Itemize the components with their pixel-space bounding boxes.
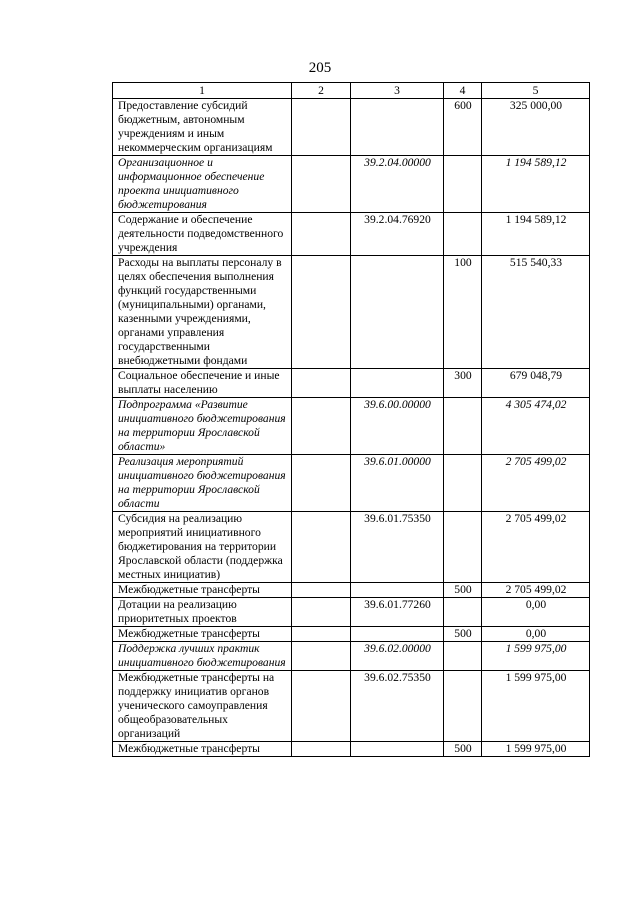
name-cell: Межбюджетные трансферты: [113, 627, 292, 642]
expense-type-cell: 500: [444, 742, 482, 757]
column-2-cell: [292, 627, 351, 642]
column-2-cell: [292, 99, 351, 156]
table-row: [113, 512, 590, 583]
column-2-cell: [292, 156, 351, 213]
table-row: [113, 99, 590, 156]
target-code-cell: [351, 369, 444, 398]
header-cell-2: 2: [292, 83, 351, 99]
table-row: [113, 671, 590, 742]
table-row: [113, 256, 590, 369]
column-2-cell: [292, 742, 351, 757]
expense-type-cell: [444, 398, 482, 455]
target-code-cell: 39.6.02.75350: [351, 671, 444, 742]
table-row: [113, 598, 590, 627]
amount-cell: 1 194 589,12: [482, 156, 590, 213]
column-2-cell: [292, 512, 351, 583]
target-code-cell: 39.6.01.00000: [351, 455, 444, 512]
header-cell-4: 4: [444, 83, 482, 99]
expense-type-cell: 600: [444, 99, 482, 156]
target-code-cell: 39.6.00.00000: [351, 398, 444, 455]
target-code-cell: 39.2.04.76920: [351, 213, 444, 256]
expense-type-cell: [444, 156, 482, 213]
budget-table: [112, 82, 590, 757]
amount-cell: 2 705 499,02: [482, 512, 590, 583]
header-cell-3: 3: [351, 83, 444, 99]
table-body: [113, 99, 590, 757]
name-cell: Организационное и информационное обеспечение проекта инициативного бюджетирования: [113, 156, 292, 213]
table-row: [113, 156, 590, 213]
table-row: [113, 583, 590, 598]
expense-type-cell: [444, 598, 482, 627]
column-2-cell: [292, 369, 351, 398]
target-code-cell: [351, 99, 444, 156]
target-code-cell: [351, 583, 444, 598]
amount-cell: 515 540,33: [482, 256, 590, 369]
column-2-cell: [292, 671, 351, 742]
table-row: [113, 742, 590, 757]
name-cell: Субсидия на реализацию мероприятий инициативного бюджетирования на территории Ярославской области (поддержка местных инициатив): [113, 512, 292, 583]
amount-cell: 4 305 474,02: [482, 398, 590, 455]
target-code-cell: 39.6.02.00000: [351, 642, 444, 671]
target-code-cell: 39.2.04.00000: [351, 156, 444, 213]
table-row: [113, 213, 590, 256]
amount-cell: 679 048,79: [482, 369, 590, 398]
target-code-cell: [351, 627, 444, 642]
name-cell: Реализация мероприятий инициативного бюджетирования на территории Ярославской области: [113, 455, 292, 512]
amount-cell: 0,00: [482, 598, 590, 627]
expense-type-cell: [444, 642, 482, 671]
column-2-cell: [292, 398, 351, 455]
header-cell-1: 1: [113, 83, 292, 99]
expense-type-cell: 300: [444, 369, 482, 398]
header-cell-5: 5: [482, 83, 590, 99]
amount-cell: 1 599 975,00: [482, 671, 590, 742]
name-cell: Межбюджетные трансферты: [113, 583, 292, 598]
target-code-cell: [351, 742, 444, 757]
expense-type-cell: 500: [444, 583, 482, 598]
amount-cell: 2 705 499,02: [482, 455, 590, 512]
expense-type-cell: [444, 213, 482, 256]
column-2-cell: [292, 642, 351, 671]
name-cell: Дотации на реализацию приоритетных проектов: [113, 598, 292, 627]
table-header-row: [113, 83, 590, 99]
table-row: [113, 369, 590, 398]
column-2-cell: [292, 213, 351, 256]
column-2-cell: [292, 583, 351, 598]
expense-type-cell: [444, 455, 482, 512]
name-cell: Межбюджетные трансферты на поддержку инициатив органов ученического самоуправления общеобразовательных организаций: [113, 671, 292, 742]
name-cell: Подпрограмма «Развитие инициативного бюджетирования на территории Ярославской области»: [113, 398, 292, 455]
column-2-cell: [292, 256, 351, 369]
name-cell: Межбюджетные трансферты: [113, 742, 292, 757]
target-code-cell: 39.6.01.77260: [351, 598, 444, 627]
name-cell: Поддержка лучших практик инициативного бюджетирования: [113, 642, 292, 671]
amount-cell: 1 194 589,12: [482, 213, 590, 256]
column-2-cell: [292, 455, 351, 512]
expense-type-cell: 500: [444, 627, 482, 642]
column-2-cell: [292, 598, 351, 627]
name-cell: Содержание и обеспечение деятельности подведомственного учреждения: [113, 213, 292, 256]
expense-type-cell: [444, 512, 482, 583]
table-row: [113, 642, 590, 671]
expense-type-cell: [444, 671, 482, 742]
amount-cell: 2 705 499,02: [482, 583, 590, 598]
expense-type-cell: 100: [444, 256, 482, 369]
target-code-cell: [351, 256, 444, 369]
name-cell: Расходы на выплаты персоналу в целях обеспечения выполнения функций государственными (муниципальными) органами, казенными учреждениями, органами управления государственными внебюджетными фондами: [113, 256, 292, 369]
amount-cell: 325 000,00: [482, 99, 590, 156]
target-code-cell: 39.6.01.75350: [351, 512, 444, 583]
table-row: [113, 627, 590, 642]
amount-cell: 1 599 975,00: [482, 642, 590, 671]
table-row: [113, 455, 590, 512]
page-number: 205: [308, 60, 332, 76]
name-cell: Социальное обеспечение и иные выплаты населению: [113, 369, 292, 398]
amount-cell: 0,00: [482, 627, 590, 642]
name-cell: Предоставление субсидий бюджетным, автономным учреждениям и иным некоммерческим организациям: [113, 99, 292, 156]
table-row: [113, 398, 590, 455]
amount-cell: 1 599 975,00: [482, 742, 590, 757]
